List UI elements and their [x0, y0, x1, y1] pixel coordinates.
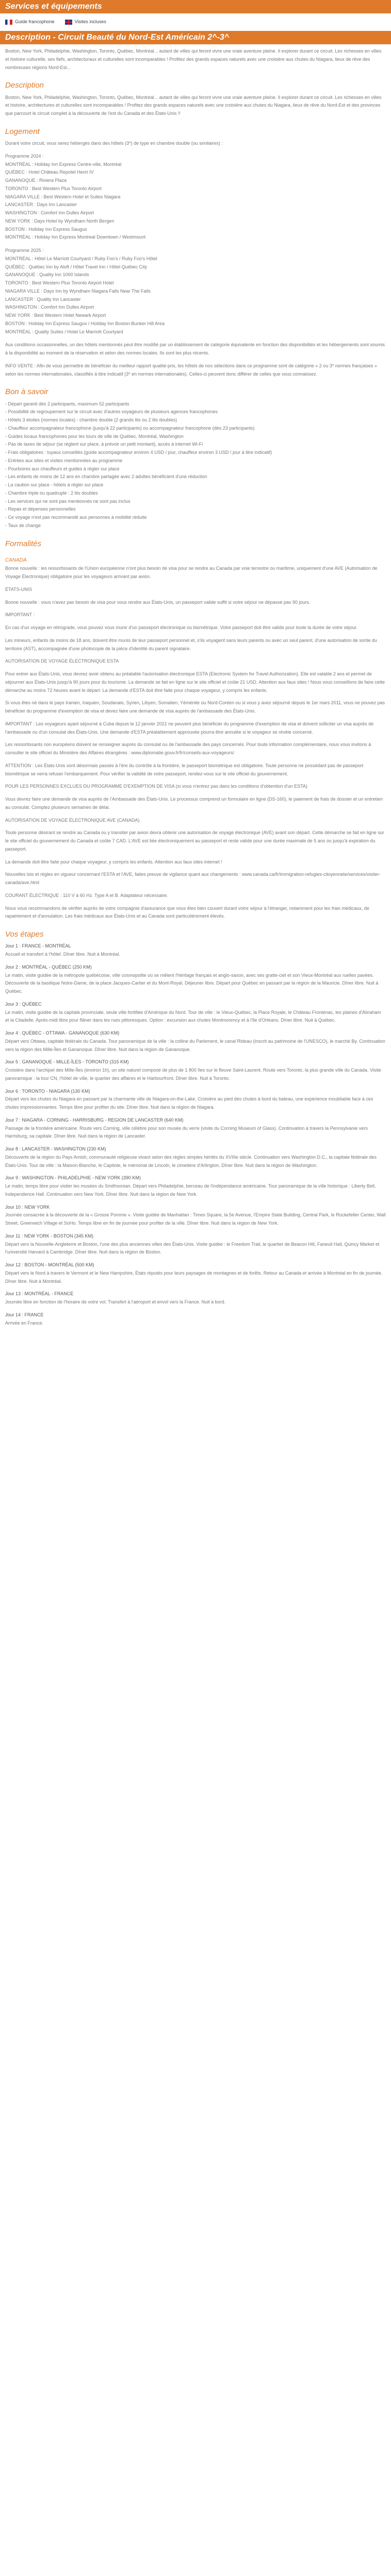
list-item: WASHINGTON : Comfort Inn Dulles Airport	[5, 304, 94, 310]
day-title: Jour 9 : WASHINGTON - PHILADELPHIE - NEW YORK (390 KM)	[5, 1175, 141, 1181]
day-item	[5, 1029, 386, 1054]
day-text: Départ vers les chutes du Niagara en passant par la charmante ville de Niagara-on-the-Lake. Croisière au pied des chutes à bord du bateau, une expérience inoubliable face à ces chutes impressionnantes. Temps libre pour profiter du site. Dîner libre. Nuit dans la région de Niagara.	[5, 1096, 373, 1110]
visits-label: Visites incluses	[74, 19, 106, 25]
language-item	[5, 18, 55, 26]
day-item	[5, 1174, 386, 1198]
day-title: Jour 12 : BOSTON - MONTRÉAL (500 KM)	[5, 1262, 94, 1267]
formalites-title: Formalités	[5, 539, 42, 548]
day-title: Jour 3 : QUÉBEC	[5, 1001, 42, 1007]
bon-a-savoir-title: Bon à savoir	[5, 387, 48, 397]
list-item: - Les enfants de moins de 12 ans en chambre partagée avec 2 adultes bénéficient d'une réduction	[5, 474, 207, 480]
list-item: Programme 2024 :	[5, 153, 44, 159]
logement-note: Aux conditions occasionnelles, un des hôtels mentionnés peut être modifié par un établissement de catégorie équivalente en fonction des disponibilités et les hébergements sont soumis à la disponibilité au moment de la réservation et selon des normes locales. Ils sont les plus récents.	[5, 342, 385, 355]
courant-text: COURANT ÉLECTRIQUE : 110 V à 60 Hz. Type A et B. Adaptateur nécessaire.	[5, 892, 168, 898]
day-title: Jour 13 : MONTRÉAL - FRANCE	[5, 1291, 74, 1297]
description-header-title: Description - Circuit Beauté du Nord-Est Américain 2^-3^	[5, 33, 230, 42]
day-item	[5, 1204, 386, 1228]
list-item: - Hôtels 3 étoiles (normes locales) - chambre double (2 grands lits ou 2 lits doubles)	[5, 417, 177, 422]
day-text: Croisière dans l'archipel des Mille-Îles (environ 1h), un site naturel composé de plus de 1 800 îles sur le fleuve Saint-Laurent. Route vers Toronto, la plus grande ville du Canada. Visite panoramique : la tour CN, l'hôtel de ville, le quartier des affaires et le Harbourfront. Dîner libre. Nuit à Toronto.	[5, 1067, 381, 1081]
formalites-paragraph: ÉTATS-UNIS	[5, 586, 32, 592]
list-item: QUÉBEC : Hotel Château Repotel Henri IV	[5, 170, 94, 175]
day-title: Jour 8 : LANCASTER - WASHINGTON (230 KM)	[5, 1146, 106, 1151]
list-item: - Repas et dépenses personnelles	[5, 506, 76, 512]
day-text: Le matin, visite guidée de la métropole québécoise, ville cosmopolite où se mêlent l'héritage français et anglo-saxon, avec ses gratte-ciel et son Vieux-Montréal aux ruelles pavées. Découverte de la basilique Notre-Dame, de la place Jacques-Cartier et du Mont-Royal. Déjeuner libre. Départ pour Québec en passant par la région de la Mauricie. Dîner libre. Nuit à Québec.	[5, 972, 379, 994]
formalites-paragraph: En cas d'un voyage en rétrograde, vous pouvez vous munir d'un passeport électronique ou biométrique. Votre passeport doit être valide pour toute la durée de votre séjour.	[5, 625, 357, 630]
day-text: Journée consacrée à la découverte de la « Grosse Pomme ». Visite guidée de Manhattan : Times Square, la 5e Avenue, l'Empire State Building, Central Park, le Rockefeller Center, Wall Street, Greenwich Village et SoHo. Temps libre en fin de journée pour profiter de la ville. Dîner libre. Nuit dans la région de New York.	[5, 1212, 386, 1226]
day-item	[5, 1058, 386, 1082]
esta-title: AUTORISATION DE VOYAGE ÉLECTRONIQUE ESTA	[5, 658, 119, 664]
services-header	[0, 0, 391, 13]
ave-text-2: La demande doit être faite pour chaque voyageur, y compris les enfants. Attention aux faux sites internet !	[5, 859, 222, 865]
list-item: BOSTON : Holiday Inn Express Saugus	[5, 226, 87, 232]
list-item: BOSTON : Holiday Inn Express Saugus / Holiday Inn Boston-Bunker Hill Area	[5, 320, 165, 326]
visits-item	[65, 18, 106, 26]
list-item: MONTRÉAL : Hôtel Le Marriott Courtyard / Ruby Foo's / Ruby Foo's Hôtel	[5, 256, 157, 261]
formalites-paragraph: IMPORTANT :	[5, 612, 35, 618]
day-item	[5, 1116, 386, 1141]
main-content	[0, 44, 391, 1338]
formalites-paragraph: Bonne nouvelle : les ressortissants de l'Union européenne n'ont plus besoin de visa pour se rendre au Canada par voie terrestre ou maritime, uniquement d'une AVE (Autorisation de Voyage Électronique) obligatoire pour les voyageurs arrivant par avion.	[5, 566, 378, 579]
list-item: - Guides locaux francophones pour les tours de ville de Québec, Montréal, Washington	[5, 433, 184, 439]
attention-text: ATTENTION : Les États-Unis sont désormais passés à l'ère du contrôle à la frontière, le passeport biométrique est obligatoire. Toute personne ne possédant pas de passeport biométrique se verra refuser l'embarquement. Pour vérifier la validité de votre passeport, rendez-vous sur le site officiel du gouvernement.	[5, 762, 364, 776]
day-item	[5, 1145, 386, 1170]
day-text: Départ vers Ottawa, capitale fédérale du Canada. Tour panoramique de la ville : la colline du Parlement, le canal Rideau (inscrit au patrimoine de l'UNESCO), le marché By. Continuation vers la région des Mille-Îles et Gananoque. Dîner libre. Nuit dans la région de Gananoque.	[5, 1038, 385, 1052]
day-title: Jour 14 : FRANCE	[5, 1312, 44, 1317]
list-item: WASHINGTON : Comfort Inn Dulles Airport	[5, 210, 94, 215]
list-item: - Chauffeur accompagnateur francophone (jusqu'à 22 participants) ou accompagnateur francophone (dès 23 participants)	[5, 425, 255, 431]
flag-icon	[5, 20, 12, 25]
day-text: Découverte de la région du Pays Amish, communauté religieuse vivant selon des règles simples hérités du XVIIIe siècle. Continuation vers Washington D.C., la capitale fédérale des États-Unis. Tour de ville : la Maison-Blanche, le Capitole, le mémorial de Lincoln, le cimetière d'Arlington. Dîner libre. Nuit dans la région de Washington.	[5, 1154, 377, 1168]
day-title: Jour 6 : TORONTO - NIAGARA (130 KM)	[5, 1088, 90, 1094]
description-text: Boston, New York, Philadelphie, Washington, Toronto, Québec, Montréal... autant de villes qui feront vivre une vraie aventure pleine. Il explorer durant ce circuit. Les richesses en villes et histoire, architectures et culturelles sont incomparables ! Profitez des grands espaces naturels avec une croisière aux chutes du Niagara, lieux de rêve du Nord-Est et des provinces que parcourt le circuit complet à la découverte de l'est du Canada et des États-Unis !!	[5, 94, 382, 116]
list-item: - Frais obligatoires : tuyaux conseillés (guide accompagnateur environ 4 USD / jour, chauffeur environ 3 USD / jour à titre indicatif)	[5, 450, 272, 455]
exclusion-title: POUR LES PERSONNES EXCLUES DU PROGRAMME D'EXEMPTION DE VISA (si vous n'entrez pas dans les conditions d'obtention d'un ESTA)	[5, 784, 307, 789]
list-item: LANCASTER : Days Inn Lancaster	[5, 202, 77, 208]
day-text: Départ vers le Nord à travers le Vermont et le New Hampshire, États réputés pour leurs paysages de montagnes et de forêts. Retour au Canada et arrivée à Montréal en fin de journée. Dîner libre. Nuit à Montréal.	[5, 1270, 383, 1284]
list-item: - Possibilité de regroupement sur le circuit avec d'autres voyageurs de plusieurs agences francophones	[5, 409, 218, 415]
logement-info: INFO VENTE : Afin de vous permettre de bénéficier du meilleur rapport qualité-prix, les hôtels de nos sélections dans ce programme sont de catégorie « 2 ou 3* normes françaises » selon les normes internationales, classifiés à titre indicatif (3* en normes internationales). Celles-ci peuvent donc différer de celles que vous connaissez.	[5, 363, 377, 377]
list-item: LANCASTER : Quality Inn Lancaster	[5, 296, 81, 302]
day-item	[5, 1311, 386, 1328]
assurance-text: Nous vous recommandons de vérifier auprès de votre compagnie d'assurance que vous êtes bien couvert durant votre séjour à l'étranger, notamment pour les frais médicaux, de rapatriement et d'annulation. Les frais médicaux aux États-Unis et au Canada sont particulièrement élevés.	[5, 905, 369, 919]
day-item	[5, 1088, 386, 1112]
exclusion-text: Vous devrez faire une demande de visa auprès de l'Ambassade des États-Unis. Le processus comprend un formulaire en ligne (DS-160), le paiement de frais de dossier et un entretien au consulat. Comptez plusieurs semaines de délai.	[5, 796, 383, 810]
intro-paragraph: Boston, New York, Philadelphie, Washington, Toronto, Québec, Montréal... autant de villes qui feront vivre une vraie aventure pleine. Il explorer durant ce circuit. Les richesses en villes et histoire culturelle, ses fiefs, architecturaux et culturelles sont incomparables ! Profitez des grands espaces naturels avec une croisière aux chutes du Niagara, lieux de rêve des nombreuses régions Nord-Est...	[5, 48, 382, 70]
important-text: IMPORTANT : Les voyageurs ayant séjourné à Cuba depuis le 12 janvier 2021 ne peuvent plus bénéficier du programme d'exemption de visa et doivent solliciter un visa auprès de l'ambassade ou d'un consulat des États-Unis. Une demande d'ESTA préalablement approuvée pourra être annulée si le voyageur se révèle concerné.	[5, 721, 374, 735]
list-item: - La caution sur place - hôtels à régler sur place	[5, 482, 104, 487]
list-item: - Pourboires aux chauffeurs et guides à régler sur place	[5, 466, 120, 471]
list-item: NIAGARA VILLE : Days Inn by Wyndham Niagara Falls Near The Falls	[5, 288, 151, 294]
day-text: Accueil et transfert à l'hôtel. Dîner libre. Nuit à Montréal.	[5, 952, 120, 957]
list-item: TORONTO : Best Western Plus Toronto Airport Hotel	[5, 280, 114, 285]
list-item: NIAGARA VILLE : Best Western Hotel et Suites Niagara	[5, 194, 121, 199]
important-text-2: Les ressortissants non européens doivent se renseigner auprès du consulat ou de l'ambassade des pays concernés. Pour toute information complémentaire, nous vous invitons à consulter le site officiel du Ministère des Affaires étrangères : www.diplomatie.gouv.fr/fr/conseils-aux-voyageurs/	[5, 742, 371, 755]
day-text: Départ vers la Nouvelle-Angleterre et Boston, l'une des plus anciennes villes des États-Unis. Visite guidée : le Freedom Trail, le quartier de Beacon Hill, Faneuil Hall, Quincy Market et l'université Harvard à Cambridge. Dîner libre. Nuit dans la région de Boston.	[5, 1241, 380, 1255]
day-title: Jour 1 : FRANCE - MONTRÉAL	[5, 943, 71, 949]
day-item	[5, 942, 386, 959]
day-title: Jour 11 : NEW YORK - BOSTON (345 KM)	[5, 1233, 94, 1239]
list-item: QUÉBEC : Québec Inn by Aloft / Hôtel Travel Inn / Hôtel Québec City	[5, 264, 148, 269]
etapes-title: Vos étapes	[5, 930, 44, 939]
day-text: Journée libre en fonction de l'horaire de votre vol. Transfert à l'aéroport et envol vers la France. Nuit à bord.	[5, 1299, 226, 1304]
logement-title: Logement	[5, 127, 40, 136]
services-title: Services et équipements	[5, 2, 102, 11]
list-item: - Départ garanti dès 2 participants, maximum 52 participants	[5, 401, 129, 406]
formalites-paragraph: Bonne nouvelle : vous n'avez pas besoin de visa pour vous rendre aux États-Unis, un passeport valide suffit si votre séjour ne dépasse pas 90 jours.	[5, 599, 311, 605]
list-item: GANANOQUE : Riviera Plaza	[5, 178, 67, 183]
day-title: Jour 7 : NIAGARA - CORNING - HARRISBURG - REGION DE LANCASTER (640 KM)	[5, 1117, 184, 1123]
flag-icon	[65, 20, 72, 25]
ave-title: AUTORISATION DE VOYAGE ÉLECTRONIQUE AVE (CANADA)	[5, 817, 140, 823]
list-item: MONTRÉAL : Holiday Inn Express Montreal Downtown / Westmount	[5, 234, 146, 240]
day-title: Jour 10 : NEW YORK	[5, 1204, 50, 1210]
list-item: - Taux de change	[5, 522, 41, 528]
list-item: - Ce voyage n'est pas recommandé aux personnes à mobilité réduite	[5, 515, 147, 520]
esta-text: Pour entrer aux États-Unis, vous devrez avoir obtenu au préalable l'autorisation électronique ESTA (Electronic System for Travel Authorization). Elle est valable 2 ans et permet de séjourner aux États-Unis jusqu'à 90 jours pour du tourisme. La demande se fait en ligne sur le site officiel et coûte 21 USD. Attention aux faux sites ! Nous vous conseillons de faire cette démarche au moins 72 heures avant le départ. La demande d'ESTA doit être faite pour chaque voyageur, y compris les enfants.	[5, 671, 385, 693]
ave-text-3: Nouvelles lois et règles en vigueur concernant l'ESTA et l'AVE, faites preuve de vigilance quant aux changements : www.canada.ca/fr/immigration-refugies-citoyennete/services/visiter-canada/ave.html	[5, 872, 381, 885]
list-item: MONTRÉAL : Quality Suites / Hotel Le Marriott Courtyard	[5, 329, 123, 334]
list-item: NEW YORK : Days Hotel by Wyndham North Bergen	[5, 218, 115, 224]
logement-list	[5, 152, 386, 242]
esta-text-2: Si vous êtes né dans le pays Iranien, Iraquien, Soudanais, Syrien, Libyen, Somalien, Yéménite ou Nord-Coréen ou si vous y avez séjourné depuis le 1er mars 2011, vous ne pouvez pas bénéficier du programme d'exemption de visa et devez faire une demande de visa auprès de l'ambassade des États-Unis.	[5, 700, 385, 714]
day-text: Passage de la frontière américaine. Route vers Corning, ville célèbre pour son musée du verre (visite du Corning Museum of Glass). Continuation à travers la Pennsylvanie vers Harrisburg, sa capitale. Dîner libre. Nuit dans la région de Lancaster.	[5, 1125, 368, 1139]
list-item: - Chambre triple ou quadruple : 2 lits doubles	[5, 490, 98, 496]
day-item	[5, 1232, 386, 1257]
bon-a-savoir-list	[5, 400, 386, 530]
language-label: Guide francophone	[15, 19, 55, 25]
canada-title: CANADA	[5, 557, 27, 563]
description-title: Description	[5, 81, 44, 90]
day-text: Le matin, temps libre pour visiter les musées du Smithsonian. Départ vers Philadelphie, berceau de l'indépendance américaine. Tour panoramique de la ville historique : Liberty Bell, Independence Hall. Continuation vers New York. Dîner libre. Nuit dans la région de New York.	[5, 1183, 376, 1197]
list-item: Programme 2025 :	[5, 248, 44, 253]
list-item: - Entrées aux sites et visites mentionnées au programme	[5, 457, 123, 463]
description-header	[0, 31, 391, 44]
list-item: GANANOQUE : Quality Inn 1000 Islands	[5, 272, 89, 278]
day-item	[5, 1290, 386, 1307]
services-row	[0, 13, 391, 31]
formalites-paragraph: Les mineurs, enfants de moins de 18 ans, doivent être munis de leur passeport personnel et, s'ils voyagent sans leurs parents ou avec un seul parent, d'une autorisation de sortie du territoire (AST), accompagnée d'une photocopie de la pièce d'identité du parent signataire.	[5, 637, 377, 651]
day-text: Le matin, visite guidée de la capitale provinciale, seule ville fortifiée d'Amérique du Nord. Tour de ville : le Vieux-Québec, la Place Royale, le Château Frontenac, les plaines d'Abraham et la Citadelle. Après-midi libre pour flâner dans les rues pittoresques. Option : excursion aux chutes Montmorency et à l'île d'Orléans. Dîner libre. Nuit à Québec.	[5, 1009, 381, 1023]
ave-text: Toute personne désirant se rendre au Canada ou y transiter par avion devra obtenir une autorisation de voyage électronique (AVE) avant son départ. Cette démarche se fait en ligne sur le site officiel du gouvernement du Canada et coûte 7 CAD. L'AVE est liée électroniquement au passeport et reste valide pour une durée maximale de 5 ans ou jusqu'à expiration du passeport.	[5, 830, 384, 852]
list-item: MONTRÉAL : Holiday Inn Express Centre-ville, Montréal	[5, 161, 122, 167]
day-item	[5, 963, 386, 996]
logement-intro: Durant votre circuit, vous serez hébergés dans des hôtels (3*) de type en chambre double (ou similaires) :	[5, 141, 223, 146]
day-title: Jour 5 : GANANOQUE - MILLE-ÎLES - TORONTO (315 KM)	[5, 1059, 129, 1065]
list-item: - Pas de taxes de séjour (se règlent sur place, à prévoir un petit montant), accès à internet Wi-Fi	[5, 442, 203, 447]
list-item: - Les services qui ne sont pas mentionnés ne sont pas inclus	[5, 498, 131, 504]
list-item: NEW YORK : Best Western Hotel Newark Airport	[5, 313, 106, 318]
day-item	[5, 1261, 386, 1285]
day-title: Jour 4 : QUÉBEC - OTTAWA - GANANOQUE (630 KM)	[5, 1030, 120, 1036]
logement-list-2025	[5, 247, 386, 336]
list-item: TORONTO : Best Western Plus Toronto Airport	[5, 185, 102, 191]
day-item	[5, 1001, 386, 1025]
day-text: Arrivée en France.	[5, 1320, 44, 1326]
day-title: Jour 2 : MONTRÉAL - QUÉBEC (250 KM)	[5, 964, 92, 970]
